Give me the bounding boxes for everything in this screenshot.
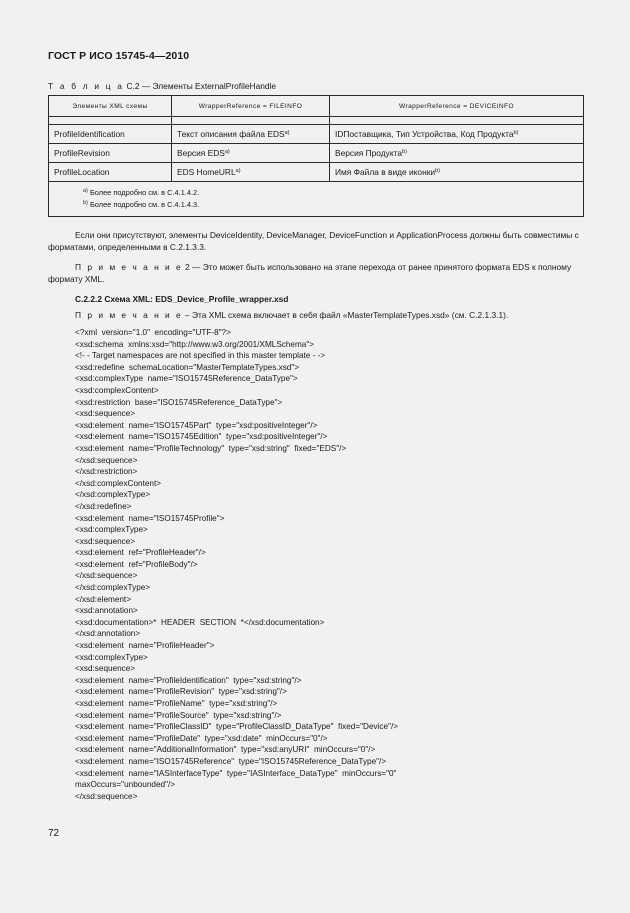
- code-line: </xsd:sequence>: [75, 455, 138, 465]
- note-paragraph: П р и м е ч а н и е – Эта XML схема включает в себя файл «MasterTemplateTypes.xsd» (см. С.2.1.3.1).: [75, 310, 509, 320]
- table-caption-label: Т а б л и ц а: [48, 81, 125, 91]
- column-header: WrapperReference = FILEINFO: [172, 96, 330, 117]
- code-line: </xsd:redefine>: [75, 501, 132, 511]
- column-header: Элементы XML схемы: [49, 96, 172, 117]
- body-paragraph: Если они присутствуют, элементы DeviceIdentity, DeviceManager, DeviceFunction и ApplicationProcess должны быть совместимы с форматами, определенными в С.2.1.3.3.: [48, 230, 579, 252]
- code-line: </xsd:complexContent>: [75, 478, 162, 488]
- table-cell-deviceinfo: IDПоставщика, Тип Устройства, Код Продукта$^{b)}$: [330, 125, 584, 144]
- page-number: 72: [48, 828, 60, 839]
- section-heading: С.2.2.2 Схема XML: EDS_Device_Profile_wrapper.xsd: [75, 294, 289, 304]
- standard-header: ГОСТ Р ИСО 15745-4—2010: [48, 50, 190, 62]
- table-cell-element: ProfileRevision: [49, 144, 172, 163]
- code-line: <xsd:element ref="ProfileHeader"/>: [75, 548, 206, 558]
- table-header-row: [49, 96, 584, 117]
- code-line: <xsd:sequence>: [75, 409, 136, 419]
- code-line: </xsd:sequence>: [75, 571, 138, 581]
- code-line: <xsd:element name="ProfileHeader">: [75, 641, 215, 651]
- table-caption-text: С.2 — Элементы ExternalProfileHandle: [126, 81, 277, 91]
- table-cell-element: ProfileIdentification: [49, 125, 172, 144]
- code-line: <xsd:complexType name="ISO15745Reference_DataType">: [75, 374, 298, 384]
- note-paragraph: П р и м е ч а н и е 2 — Это может быть использовано на этапе перехода от ранее принятого формата EDS к полному формату XML.: [48, 262, 572, 284]
- code-line: <xsd:complexContent>: [75, 385, 159, 395]
- code-line: <xsd:element name="ProfileSource" type="xsd:string"/>: [75, 710, 282, 720]
- code-line: </xsd:complexType>: [75, 490, 151, 500]
- code-line: <xsd:element name="ISO15745Reference" type="ISO15745Reference_DataType"/>: [75, 756, 387, 766]
- code-line: </xsd:element>: [75, 594, 131, 604]
- code-line: <xsd:element name="ProfileClassID" type="ProfileClassID_DataType" fixed="Device"/>: [75, 722, 399, 732]
- code-line: </xsd:sequence>: [75, 791, 138, 801]
- external-profile-handle-table: [48, 95, 584, 217]
- table-footnotes-row: [49, 182, 584, 217]
- note-label: П р и м е ч а н и е: [75, 262, 183, 272]
- code-line: <xsd:element name="ProfileName" type="xsd:string"/>: [75, 699, 278, 708]
- code-line: <xsd:restriction base="ISO15745Reference_DataType">: [75, 397, 283, 407]
- table-cell-fileinfo: Версия EDS$^{a)}$: [172, 144, 330, 163]
- code-line: <xsd:element name="ISO15745Edition" type="xsd:positiveInteger"/>: [75, 432, 328, 442]
- table-cell-fileinfo: Текст описания файла EDS$^{a)}$: [172, 125, 330, 144]
- code-line: <xsd:element ref="ProfileBody"/>: [75, 559, 198, 569]
- code-line: </xsd:annotation>: [75, 629, 141, 639]
- column-header: WrapperReference = DEVICEINFO: [330, 96, 584, 117]
- code-line: <xsd:element name="ProfileRevision" type="xsd:string"/>: [75, 687, 287, 697]
- table-footnotes: [49, 182, 584, 217]
- table-cell-fileinfo: EDS HomeURL$^{a)}$: [172, 163, 330, 182]
- code-line: <xsd:element name="ISO15745Profile">: [75, 513, 225, 523]
- code-line: <xsd:complexType>: [75, 525, 148, 535]
- table-row: [49, 125, 584, 144]
- table-cell-deviceinfo: Имя Файла в виде иконки$^{b)}$: [330, 163, 584, 182]
- code-line: <xsd:element name="ProfileTechnology" type="xsd:string" fixed="EDS"/>: [75, 443, 347, 453]
- code-line: <xsd:element name="AdditionalInformation" type="xsd:anyURI" minOccurs="0"/>: [75, 745, 376, 755]
- code-line: <xsd:annotation>: [75, 606, 138, 616]
- code-line: </xsd:complexType>: [75, 583, 151, 593]
- table-row: [49, 144, 584, 163]
- code-line: <xsd:redefine schemaLocation="MasterTemplateTypes.xsd">: [75, 362, 300, 372]
- table-cell-element: ProfileLocation: [49, 163, 172, 182]
- code-line: <xsd:element name="ProfileIdentification" type="xsd:string"/>: [75, 675, 302, 685]
- xml-schema-code: [75, 327, 595, 802]
- code-line: maxOccurs="unbounded"/>: [75, 780, 176, 790]
- code-line: <xsd:element name="IASInterfaceType" type="IASInterface_DataType" minOccurs="0": [75, 768, 397, 778]
- code-line: <xsd:complexType>: [75, 652, 148, 662]
- table-caption: [48, 81, 276, 91]
- table-row: [49, 163, 584, 182]
- code-line: <?xml version="1.0" encoding="UTF-8"?>: [75, 328, 231, 337]
- code-line: <xsd:element name="ProfileDate" type="xsd:date" minOccurs="0"/>: [75, 733, 328, 743]
- code-line: <xsd:sequence>: [75, 664, 136, 674]
- footnote: $^{b)}$ Более подробно см. в С.4.1.4.3.: [83, 200, 200, 209]
- code-line: <xsd:documentation>* HEADER SECTION *</xsd:documentation>: [75, 617, 325, 627]
- table-spacer-row: [49, 117, 584, 125]
- table-cell-deviceinfo: Версия Продукта$^{b)}$: [330, 144, 584, 163]
- code-line: <xsd:schema xmlns:xsd="http://www.w3.org/2001/XMLSchema">: [75, 339, 315, 349]
- code-line: </xsd:restriction>: [75, 467, 138, 477]
- code-line: <xsd:element name="ISO15745Part" type="xsd:positiveInteger"/>: [75, 420, 318, 430]
- note-label: П р и м е ч а н и е: [75, 310, 183, 320]
- code-line: <!- - Target namespaces are not specified in this master template - ->: [75, 351, 326, 361]
- code-line: <xsd:sequence>: [75, 536, 136, 546]
- footnote: $^{a)}$ Более подробно см. в С.4.1.4.2.: [83, 188, 200, 197]
